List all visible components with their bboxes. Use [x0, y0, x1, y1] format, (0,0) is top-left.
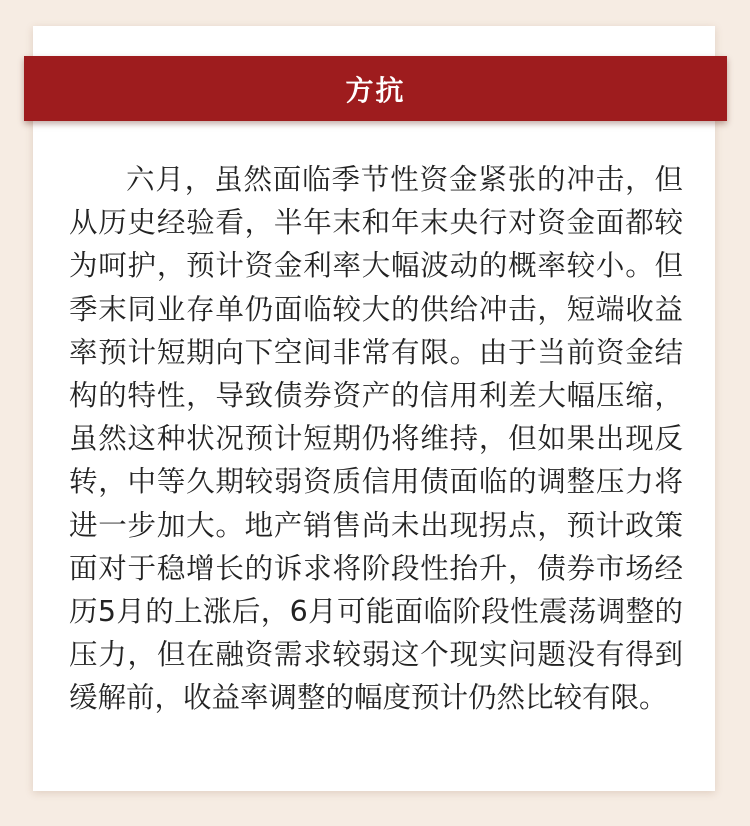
section-title-banner [24, 56, 727, 121]
article-paragraph: 六月，虽然面临季节性资金紧张的冲击，但从历史经验看，半年末和年末央行对资金面都较为呵护，预计资金利率大幅波动的概率较小。但季末同业存单仍面临较大的供给冲击，短端收益率预计短期向下空间非常有限。由于当前资金结构的特性，导致债券资产的信用利差大幅压缩，虽然这种状况预计短期仍将维持，但如果出现反转，中等久期较弱资质信用债面临的调整压力将进一步加大。地产销售尚未出现拐点，预计政策面对于稳增长的诉求将阶段性抬升，债券市场经历5月的上涨后，6月可能面临阶段性震荡调整的压力，但在融资需求较弱这个现实问题没有得到缓解前，收益率调整的幅度预计仍然比较有限。 [69, 163, 683, 715]
section-title: 方抗 [345, 73, 406, 107]
